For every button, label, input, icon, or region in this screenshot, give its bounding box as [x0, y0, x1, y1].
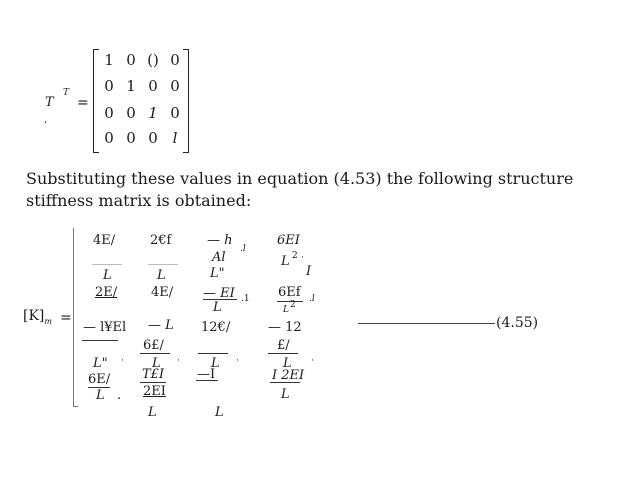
k-entry: 4E/ [151, 285, 174, 300]
k-entry: · [121, 356, 124, 366]
k-fraction-bar [92, 264, 122, 265]
k-entry: L [283, 356, 292, 371]
k-entry: L [213, 300, 222, 315]
k-fraction-bar [148, 264, 178, 265]
k-fraction-bar [268, 353, 298, 354]
k-entry: L [281, 254, 290, 269]
k-entry: L [96, 388, 105, 403]
k-entry: L [215, 405, 224, 420]
k-entry: 12€/ [201, 320, 231, 335]
k-entry: Al [212, 250, 226, 265]
t-cell-r4c2: 0 [126, 129, 136, 147]
k-matrix-left-bracket [73, 228, 78, 407]
k-entry: T£I [142, 367, 165, 382]
t-cell-r3c3: 1 [148, 104, 158, 122]
k-entry: 2E/ [95, 285, 118, 300]
t-cell-r2c1: 0 [104, 77, 114, 95]
k-entry: .l [309, 294, 315, 304]
equation-leader-line [358, 323, 495, 324]
k-entry: L [152, 356, 161, 371]
k-entry: 4E/ [93, 233, 116, 248]
t-equals-sign: = [77, 95, 89, 111]
t-cell-r1c4: 0 [170, 51, 180, 69]
k-entry: 2 [290, 300, 296, 310]
k-entry: .l [240, 244, 246, 254]
transpose-matrix [93, 49, 189, 153]
k-entry: · [177, 356, 180, 366]
k-entry: —I [197, 367, 216, 382]
k-equals-sign: = [60, 310, 72, 326]
k-entry: — 12 [268, 320, 302, 335]
k-fraction-bar [196, 380, 218, 381]
k-entry: L [103, 268, 112, 283]
equation-number: (4.55) [496, 315, 539, 331]
k-entry: — l¥El [83, 320, 127, 335]
t-cell-r3c2: 0 [126, 104, 136, 122]
t-cell-r1c3: () [147, 51, 159, 69]
t-cell-r1c1: 1 [104, 51, 114, 69]
k-fraction-bar [140, 382, 166, 383]
k-entry: L [148, 405, 157, 420]
k-lhs-subscript: m [44, 316, 52, 326]
t-cell-r3c4: 0 [170, 104, 180, 122]
k-lhs [23, 308, 52, 326]
k-entry: L" [210, 266, 225, 281]
t-cell-r1c2: 0 [126, 51, 136, 69]
t-cell-r2c3: 0 [148, 77, 158, 95]
k-entry: · [236, 356, 239, 366]
t-cell-r4c3: 0 [148, 129, 158, 147]
k-lhs-symbol: [K] [23, 308, 45, 324]
k-entry: .1 [241, 294, 250, 304]
t-comma: , [44, 114, 48, 125]
t-cell-r2c2: 1 [126, 77, 136, 95]
k-fraction-bar [198, 353, 228, 354]
k-entry: £/ [277, 338, 290, 353]
k-entry: L" [93, 356, 108, 371]
body-paragraph: Substituting these values in equation (4.53) the following structure stiffness matrix is obtained: [26, 169, 574, 210]
k-entry: I 2EI [272, 368, 305, 383]
k-entry: 6£/ [143, 338, 164, 353]
k-entry: 2EI [143, 384, 166, 399]
k-entry: L [283, 305, 289, 315]
k-entry: 6EI [277, 233, 300, 248]
k-entry: . [117, 388, 122, 403]
k-entry: L [157, 268, 166, 283]
k-entry: L [281, 387, 290, 402]
k-entry: 2€f [150, 233, 172, 248]
k-fraction-bar [270, 382, 300, 383]
t-symbol: T [45, 95, 54, 110]
k-entry: 6Ef [278, 285, 301, 300]
k-entry: I [306, 264, 312, 279]
t-cell-r4c4: l [172, 129, 178, 147]
k-entry: — L [148, 318, 174, 333]
t-cell-r3c1: 0 [104, 104, 114, 122]
t-cell-r4c1: 0 [104, 129, 114, 147]
k-entry: — EI [203, 286, 235, 301]
k-entry: 2 [292, 251, 298, 261]
k-entry: L [211, 356, 220, 371]
k-fraction-bar [140, 353, 170, 354]
k-fraction-bar [82, 340, 118, 341]
t-superscript: T [63, 88, 70, 98]
k-entry: 6E/ [88, 372, 111, 387]
k-entry: — h [207, 233, 233, 248]
k-entry: · [311, 356, 314, 366]
t-cell-r2c4: 0 [170, 77, 180, 95]
k-entry: · [301, 253, 304, 263]
